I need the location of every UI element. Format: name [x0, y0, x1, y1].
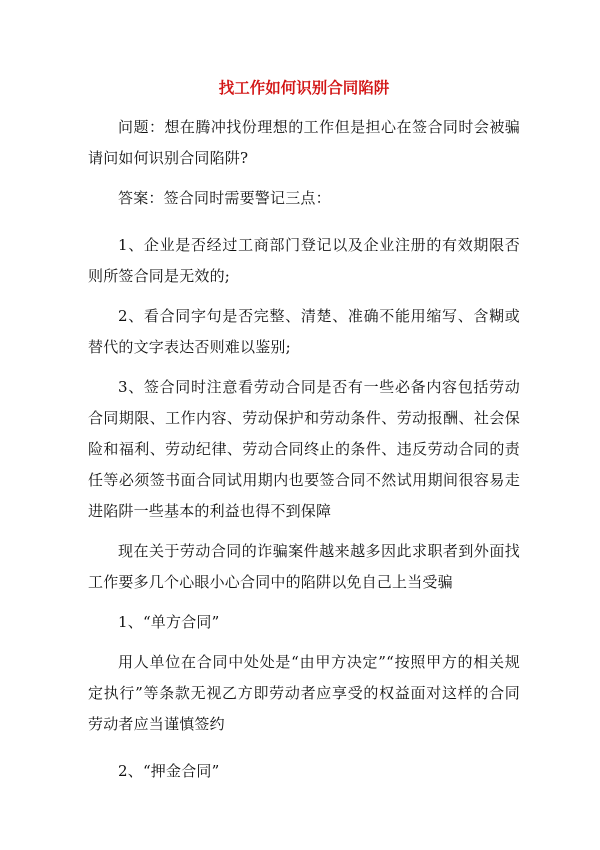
- warning-paragraph: 现在关于劳动合同的诈骗案件越来越多因此求职者到外面找工作要多几个心眼小心合同中的陷阱以免自己上当受骗: [88, 542, 520, 591]
- section-1-heading: 1、“单方合同”: [118, 613, 220, 631]
- question-paragraph: 问题：想在腾冲找份理想的工作但是担心在签合同时会被骗请问如何识别合同陷阱?: [88, 118, 520, 167]
- point-1-paragraph: 1、企业是否经过工商部门登记以及企业注册的有效期限否则所签合同是无效的;: [88, 236, 520, 285]
- section-2-heading: 2、“押金合同”: [118, 762, 220, 780]
- document-title: 找工作如何识别合同陷阱: [218, 78, 390, 97]
- answer-intro-paragraph: 答案：签合同时需要警记三点：: [118, 189, 331, 207]
- point-2-paragraph: 2、看合同字句是否完整、清楚、准确不能用缩写、含糊或替代的文字表达否则难以鉴别;: [88, 307, 520, 356]
- document-page: [88, 70, 520, 796]
- point-3-paragraph: 3、签合同时注意看劳动合同是否有一些必备内容包括劳动合同期限、工作内容、劳动保护和劳动条件、劳动报酬、社会保险和福利、劳动纪律、劳动合同终止的条件、违反劳动合同的责任等必须签书面合同试用期内也要签合同不然试用期间很容易走进陷阱一些基本的利益也得不到保障: [88, 378, 520, 520]
- section-1-body: 用人单位在合同中处处是“由甲方决定”“按照甲方的相关规定执行”等条款无视乙方即劳动者应享受的权益面对这样的合同劳动者应当谨慎签约: [88, 653, 520, 733]
